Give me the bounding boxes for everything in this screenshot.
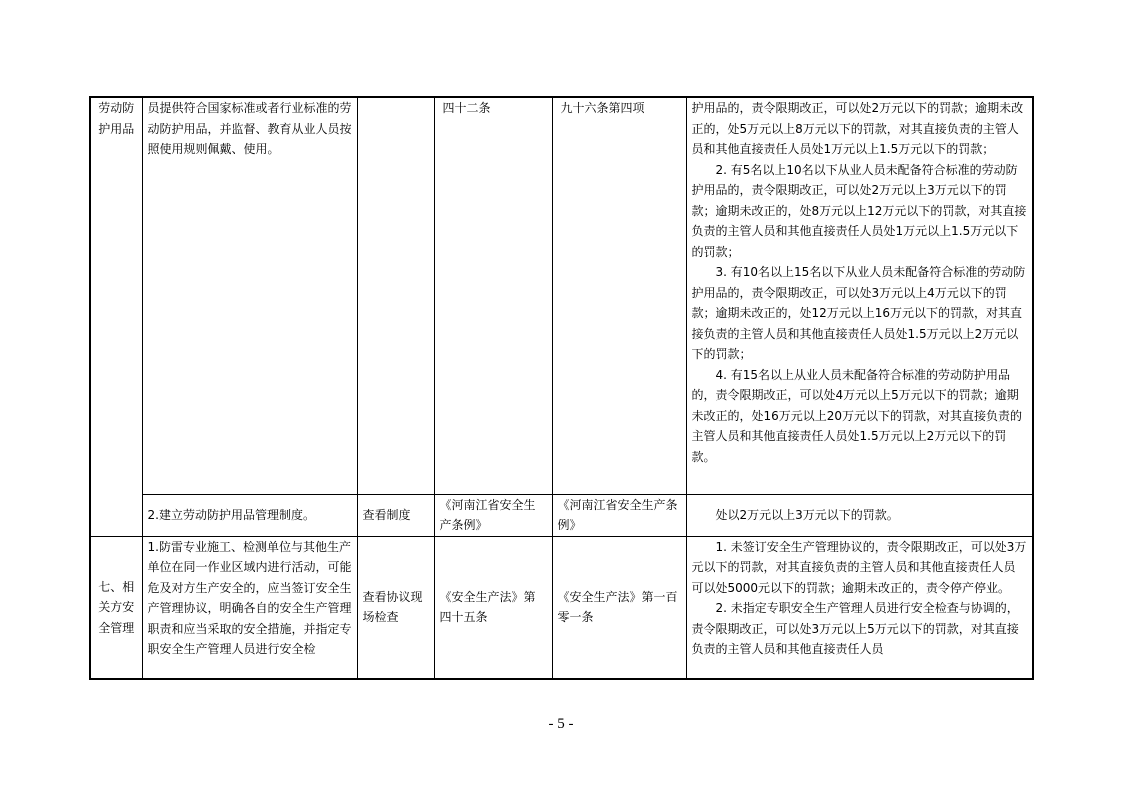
basis-text: 《河南江省安全生产条例》 xyxy=(439,497,536,532)
penalty-basis-cell xyxy=(552,494,686,536)
penalty-basis-text: 《安全生产法》第一百零一条 xyxy=(557,589,678,625)
requirement-cell xyxy=(142,494,357,536)
basis-text: 四十二条 xyxy=(442,101,491,115)
method-cell xyxy=(357,494,434,536)
method-cell xyxy=(357,536,434,679)
penalty-item: 4. 有15名以上从业人员未配备符合标准的劳动防护用品的，责令限期改正，可以处4万元以上5万元以下的罚款；逾期未改正的，处16万元以上20万元以下的罚款，对其直接负责的主管人员和其他直接责任人员处1.5万元以上2万元以下的罚款。 xyxy=(691,367,1023,464)
method-text: 查看制度 xyxy=(362,507,411,522)
basis-cell xyxy=(434,536,552,679)
penalty-basis-cell xyxy=(552,536,686,679)
requirement-text: 2.建立劳动防护用品管理制度。 xyxy=(147,507,315,522)
basis-cell xyxy=(434,97,552,494)
penalty-item: 2. 有5名以上10名以下从业人员未配备符合标准的劳动防护用品的，责令限期改正，可以处2万元以上3万元以下的罚款；逾期未改正的，处8万元以上12万元以下的罚款，对其直接负责的主管人员和其他直接责任人员处1万元以上1.5万元以下的罚款； xyxy=(691,162,1027,259)
penalty-basis-text: 九十六条第四项 xyxy=(560,101,645,115)
table-row xyxy=(90,494,1033,536)
requirement-text: 1.防雷专业施工、检测单位与其他生产单位在同一作业区域内进行活动，可能危及对方生产安全的，应当签订安全生产管理协议，明确各自的安全生产管理职责和应当采取的安全措施，并指定专职安全生产管理人员进行安全检 xyxy=(147,539,352,656)
penalty-basis-cell xyxy=(552,97,686,494)
basis-cell xyxy=(434,494,552,536)
category-label: 劳动防护用品 xyxy=(98,101,135,136)
basis-text: 《安全生产法》第四十五条 xyxy=(439,589,536,625)
requirement-text: 员提供符合国家标准或者行业标准的劳动防护用品，并监督、教育从业人员按照使用规则佩戴、使用。 xyxy=(147,101,352,156)
penalty-item: 2. 未指定专职安全生产管理人员进行安全检查与协调的，责令限期改正，可以处3万元以上5万元以下的罚款，对其直接负责的主管人员和其他直接责任人员 xyxy=(691,601,1019,656)
penalty-text: 处以2万元以上3万元以下的罚款。 xyxy=(715,507,899,522)
method-text: 查看协议现场检查 xyxy=(362,589,423,625)
penalty-cell xyxy=(686,536,1033,679)
category-cell xyxy=(90,536,142,679)
penalty-item: 3. 有10名以上15名以下从业人员未配备符合标准的劳动防护用品的，责令限期改正，可以处3万元以上4万元以下的罚款；逾期未改正的，处12万元以上16万元以下的罚款，对其直接负责的主管人员和其他直接责任人员处1.5万元以上2万元以下的罚款； xyxy=(691,265,1026,361)
penalty-cell xyxy=(686,494,1033,536)
category-cell xyxy=(90,97,142,536)
table-row xyxy=(90,536,1033,679)
regulation-table xyxy=(89,96,1034,680)
penalty-item: 1. 未签订安全生产管理协议的，责令限期改正，可以处3万元以下的罚款，对其直接负责的主管人员和其他直接责任人员可以处5000元以下的罚款；逾期未改正的，责令停产停业。 xyxy=(691,539,1027,595)
page-number: - 5 - xyxy=(548,716,574,732)
method-cell xyxy=(357,97,434,494)
category-label: 七、相关方安全管理 xyxy=(98,579,135,635)
penalty-cell xyxy=(686,97,1033,494)
requirement-cell xyxy=(142,536,357,679)
penalty-item: 护用品的，责令限期改正，可以处2万元以下的罚款；逾期未改正的，处5万元以上8万元以下的罚款，对其直接负责的主管人员和其他直接责任人员处1万元以上1.5万元以下的罚款； xyxy=(691,101,1024,156)
penalty-basis-text: 《河南江省安全生产条例》 xyxy=(557,497,678,532)
requirement-cell xyxy=(142,97,357,494)
table-row xyxy=(90,97,1033,494)
